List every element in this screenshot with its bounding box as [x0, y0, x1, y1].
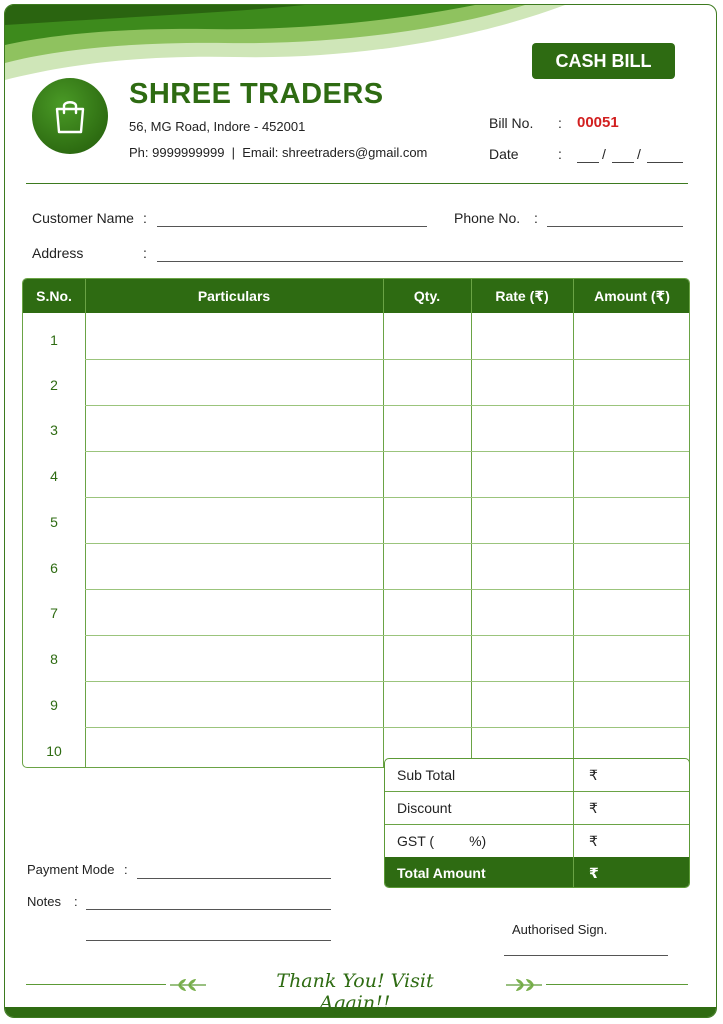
- header-qty: Qty.: [413, 288, 441, 304]
- row-divider: [85, 451, 689, 452]
- discount-row: [385, 792, 689, 824]
- header-divider: [26, 183, 688, 184]
- bill-no-colon: :: [558, 115, 562, 131]
- date-colon: :: [558, 146, 562, 162]
- items-table: [22, 278, 690, 768]
- column-divider: [573, 279, 574, 767]
- company-logo: [32, 78, 108, 154]
- currency-symbol: ₹: [589, 833, 598, 849]
- shopping-bag-icon: [51, 96, 89, 136]
- row-number: 7: [50, 605, 58, 621]
- date-separator: /: [602, 146, 606, 162]
- customer-name-label: Customer Name: [32, 210, 134, 226]
- currency-symbol: ₹: [589, 865, 599, 881]
- gst-row: [385, 825, 689, 857]
- row-divider: [85, 635, 689, 636]
- customer-name-colon: :: [143, 210, 147, 226]
- date-label: Date: [489, 146, 519, 162]
- row-number: 8: [50, 651, 58, 667]
- row-number: 10: [46, 743, 62, 759]
- payment-mode-field[interactable]: [137, 878, 331, 879]
- row-divider: [85, 589, 689, 590]
- row-number: 6: [50, 560, 58, 576]
- company-contact: Ph: 9999999999 | Email: shreetraders@gmail.com: [129, 145, 428, 160]
- header-rate: Rate (₹): [495, 287, 549, 304]
- row-divider: [85, 405, 689, 406]
- header-amount: Amount (₹): [594, 287, 670, 304]
- payment-mode-label: Payment Mode: [27, 862, 115, 877]
- bill-number: 00051: [577, 114, 619, 131]
- total-amount-row: [385, 857, 689, 888]
- address-label: Address: [32, 245, 84, 261]
- header-particulars: Particulars: [197, 288, 271, 304]
- notes-label: Notes: [27, 894, 61, 909]
- row-number: 3: [50, 422, 58, 438]
- date-month-field[interactable]: [612, 162, 634, 163]
- bill-no-label: Bill No.: [489, 115, 534, 131]
- row-divider: [85, 497, 689, 498]
- footer-divider-right: [546, 984, 688, 985]
- gst-label: GST ( %): [397, 833, 487, 849]
- date-day-field[interactable]: [577, 162, 599, 163]
- payment-mode-colon: :: [124, 862, 128, 877]
- column-divider: [383, 279, 384, 767]
- totals-box: [384, 758, 690, 888]
- address-colon: :: [143, 245, 147, 261]
- total-amount-label: Total Amount: [397, 865, 486, 881]
- table-header: [23, 279, 689, 313]
- phone-field[interactable]: [547, 226, 683, 227]
- discount-label: Discount: [397, 800, 452, 816]
- phone-label: Phone No.: [454, 210, 521, 226]
- currency-symbol: ₹: [589, 800, 598, 816]
- notes-field-line-2[interactable]: [86, 940, 331, 941]
- signature-line[interactable]: [504, 955, 668, 956]
- row-divider: [85, 727, 689, 728]
- row-divider: [85, 359, 689, 360]
- header-sno: S.No.: [36, 288, 72, 304]
- signature-label: Authorised Sign.: [512, 922, 608, 937]
- leaf-icon: [168, 977, 208, 993]
- notes-colon: :: [74, 894, 78, 909]
- sub-total-row: [385, 759, 689, 791]
- thank-you-message: Thank You! Visit Again!!: [276, 970, 434, 1014]
- row-number: 9: [50, 697, 58, 713]
- address-field[interactable]: [157, 261, 683, 262]
- notes-field[interactable]: [86, 909, 331, 910]
- date-year-field[interactable]: [647, 162, 683, 163]
- cash-bill-badge: CASH BILL: [532, 43, 675, 79]
- column-divider: [85, 279, 86, 767]
- currency-symbol: ₹: [589, 767, 598, 783]
- date-separator: /: [637, 146, 641, 162]
- phone-colon: :: [534, 210, 538, 226]
- row-number: 4: [50, 468, 58, 484]
- row-number: 2: [50, 377, 58, 393]
- row-divider: [85, 681, 689, 682]
- customer-name-field[interactable]: [157, 226, 427, 227]
- row-number: 5: [50, 514, 58, 530]
- column-divider: [471, 279, 472, 767]
- footer-divider-left: [26, 984, 166, 985]
- row-divider: [85, 543, 689, 544]
- company-address: 56, MG Road, Indore - 452001: [129, 119, 306, 134]
- company-name: SHREE TRADERS: [129, 78, 384, 110]
- sub-total-label: Sub Total: [397, 767, 456, 783]
- totals-column-divider: [573, 759, 574, 887]
- row-number: 1: [50, 332, 58, 348]
- leaf-icon: [504, 977, 544, 993]
